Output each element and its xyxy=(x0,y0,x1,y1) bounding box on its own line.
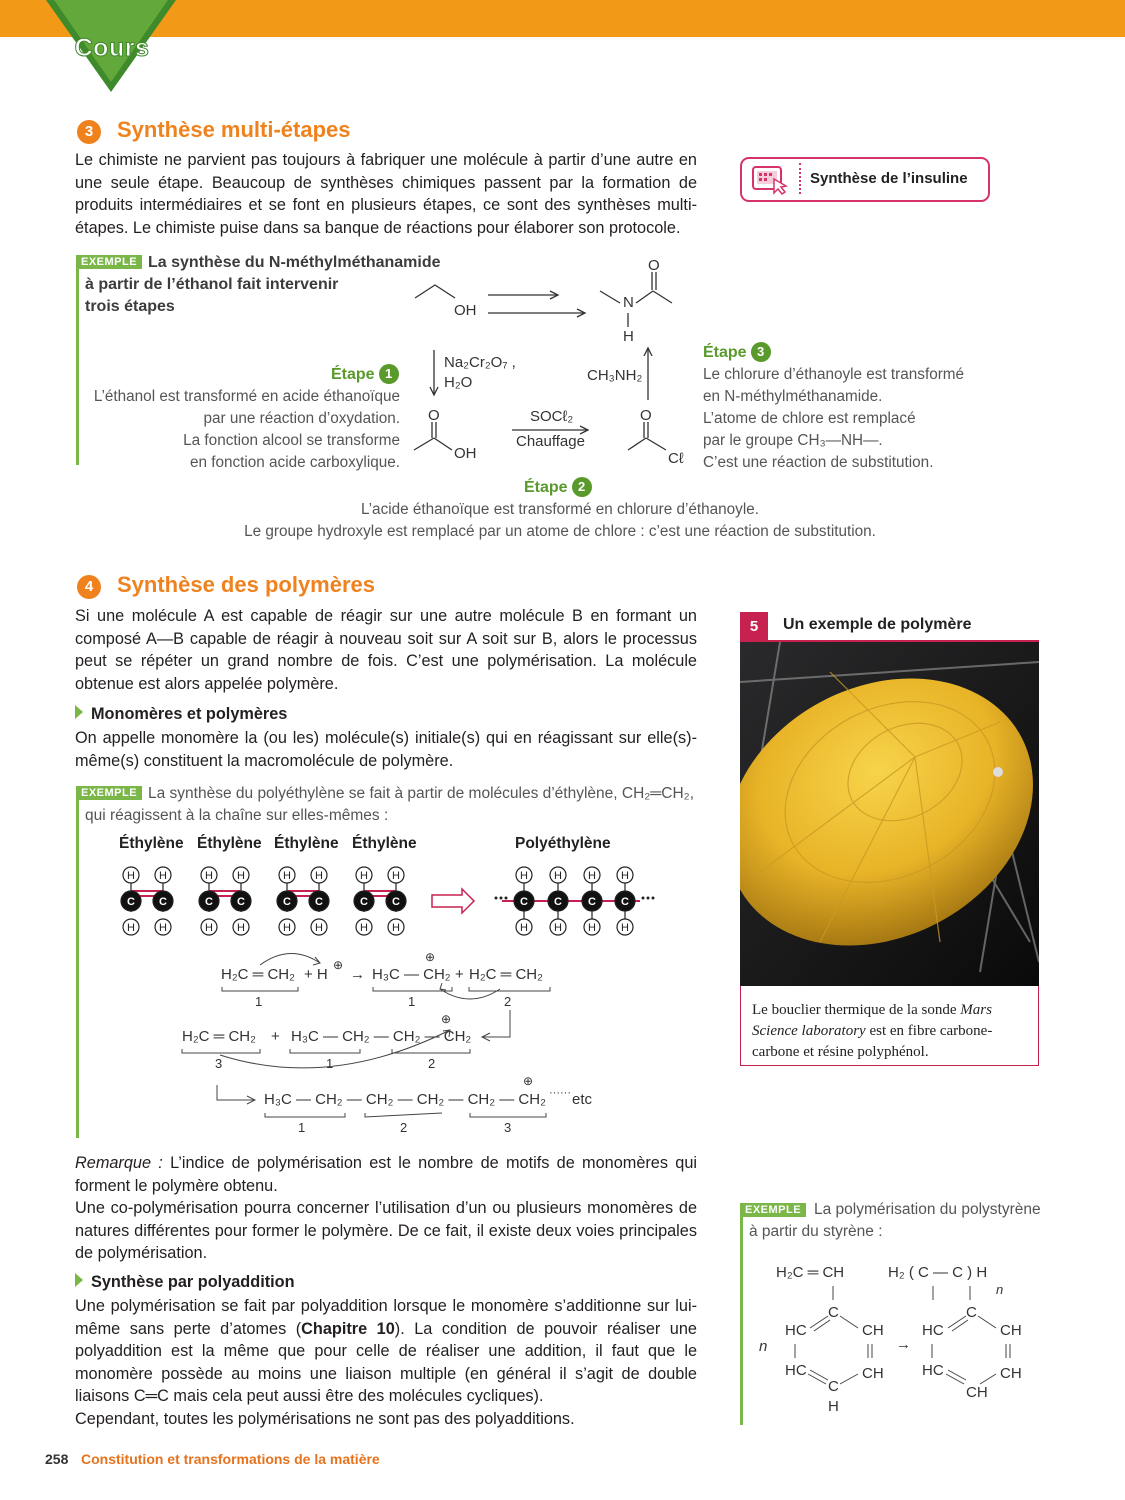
example-1-title-line1: La synthèse du N-méthylméthanamide xyxy=(148,254,441,271)
mech-l1-charge: ⊕ xyxy=(333,958,344,972)
svg-text:H: H xyxy=(237,870,245,882)
svg-text:C: C xyxy=(520,896,528,908)
page-number: 258 xyxy=(45,1451,69,1467)
polyethylene-label: Polyéthylène xyxy=(515,835,611,852)
acid-oxygen: O xyxy=(428,407,440,424)
probe-name: Mars Science laboratory xyxy=(752,1002,992,1039)
svg-text:H: H xyxy=(237,922,245,934)
svg-text:H: H xyxy=(554,870,562,882)
example-1-title-line2: à partir de l’éthanol fait intervenir xyxy=(85,276,339,293)
ring-c: C xyxy=(828,1304,839,1321)
svg-text:H: H xyxy=(315,870,323,882)
svg-text:C: C xyxy=(159,896,167,908)
example-3-text-line1: La polymérisation du polystyrène xyxy=(814,1201,1041,1218)
mech-l1-num: 1 xyxy=(408,994,416,1009)
etape-2-number: 2 xyxy=(572,477,592,497)
section-4-title: Synthèse des polymères xyxy=(117,572,376,597)
svg-text:H: H xyxy=(392,870,400,882)
mech-l3-chain: H₃C — CH₂ — CH₂ — CH₂ — CH₂ — CH₂ xyxy=(264,1091,546,1108)
mech-l2-num: 1 xyxy=(326,1056,334,1071)
svg-text:H: H xyxy=(205,922,213,934)
reagent-3: CH₃NH₂ xyxy=(587,367,643,384)
mech-l2-ethylene: H₂C ═ CH₂ xyxy=(182,1028,256,1045)
reagent-1-line2: H₂O xyxy=(444,374,473,391)
etape-2-line: Le groupe hydroxyle est remplacé par un atome de chlore : c’est une réaction de substitution. xyxy=(244,523,876,540)
mech-l1-cation-charge: ⊕ xyxy=(425,950,436,964)
svg-text:H: H xyxy=(392,922,400,934)
ethylene-label: Éthylène xyxy=(352,835,417,852)
mech-l2-cation: H₃C — CH₂ — CH₂ — CH₂ xyxy=(291,1028,472,1045)
ethylene-label: Éthylène xyxy=(119,835,184,852)
chapter-title: Constitution et transformations de la matière xyxy=(81,1451,380,1467)
example-2-tag: EXEMPLE xyxy=(76,786,142,800)
copolymerisation-paragraph: Une co-polymérisation pourra concerner l’utilisation d’un ou plusieurs monomères de natures différentes pour former le polymère. De ce fait, il existe deux voies principales de polymérisation. xyxy=(75,1199,697,1263)
example-2-text-line1: La synthèse du polyéthylène se fait à partir de molécules d’éthylène, CH₂═CH₂, xyxy=(148,785,694,802)
svg-text:H: H xyxy=(360,870,368,882)
etape-2-heading: Étape 2 xyxy=(524,477,592,497)
mech-l3-num: 1 xyxy=(298,1120,306,1135)
svg-text:C: C xyxy=(205,896,213,908)
svg-text:C: C xyxy=(621,896,629,908)
example-1-bar xyxy=(76,255,79,465)
example-3-text-line2: à partir du styrène : xyxy=(749,1223,883,1240)
svg-text:H: H xyxy=(554,922,562,934)
mech-l1-ethylene: H₂C ═ CH₂ xyxy=(221,966,295,983)
ring-ch: CH xyxy=(1000,1322,1022,1339)
svg-text:H: H xyxy=(159,922,167,934)
svg-text:C: C xyxy=(315,896,323,908)
mech-l1-arrow: → xyxy=(350,966,365,983)
etape-2-line: L’acide éthanoïque est transformé en chlorure d’éthanoyle. xyxy=(361,501,759,518)
etape-1-line: L’éthanol est transformé en acide éthanoïque xyxy=(93,388,400,405)
styrene-vinyl: H₂C ═ CH xyxy=(776,1264,845,1281)
section-3-number: 3 xyxy=(77,120,101,144)
figure-5-caption: Le bouclier thermique de la sonde Mars Science laboratory est en fibre carbone-carbone et résine polyphénol. xyxy=(752,1002,993,1060)
heat-shield-photo xyxy=(740,642,1039,986)
mech-l1-plus-h: + H xyxy=(304,966,328,983)
svg-text:H: H xyxy=(127,870,135,882)
reagent-1-line1: Na₂Cr₂O₇ , xyxy=(444,354,516,371)
etape-1-line: La fonction alcool se transforme xyxy=(183,432,400,449)
etape-1-number: 1 xyxy=(379,364,399,384)
mech-l3-dots: ······ xyxy=(549,1087,571,1099)
ring-c: C xyxy=(828,1378,839,1395)
insuline-resource-button[interactable] xyxy=(740,157,990,202)
ethylene-label: Éthylène xyxy=(197,835,262,852)
reagent-2-line2: Chauffage xyxy=(516,433,585,450)
mech-l3-num: 3 xyxy=(504,1120,512,1135)
svg-text:H: H xyxy=(621,870,629,882)
subheading-polyaddition: Synthèse par polyaddition xyxy=(75,1273,295,1292)
svg-text:H: H xyxy=(588,870,596,882)
svg-text:H: H xyxy=(283,870,291,882)
mech-l1-plus: + xyxy=(455,966,464,983)
chapter-reference: Chapitre 10 xyxy=(301,1319,395,1338)
svg-text:C: C xyxy=(283,896,291,908)
polyaddition-paragraph: Une polymérisation se fait par polyaddition lorsque le monomère s’additionne sur lui-même sans perte d’atomes (Chapitre 10). La condition de pouvoir réaliser une polyaddition est la même que pour celle de réaliser une addition, il faut que le monomère possède au moins une liaison multiple (en général il s’agit de double liaisons C═C mais cela peut aussi être des molécules cycliques). xyxy=(75,1297,697,1406)
polystyrene-n: n xyxy=(996,1282,1004,1297)
section-4-number: 4 xyxy=(77,575,101,599)
monomers-paragraph: On appelle monomère la (ou les) molécule(s) initiale(s) qui en réagissant sur elle(s)-même(s) constituent la macromolécule de polymère. xyxy=(75,729,697,770)
svg-text:H: H xyxy=(159,870,167,882)
section-3-title: Synthèse multi-étapes xyxy=(117,117,351,142)
remark-text: L’indice de polymérisation est le nombre de motifs de monomères qui forment le polymère obtenu. xyxy=(75,1154,697,1195)
svg-text:H: H xyxy=(315,922,323,934)
mech-l2-num: 2 xyxy=(428,1056,436,1071)
etape-1-text xyxy=(84,386,400,474)
mech-l3-charge: ⊕ xyxy=(523,1074,534,1088)
etape-1-heading: Étape 1 xyxy=(331,364,399,384)
mech-l2-num: 3 xyxy=(215,1056,223,1071)
button-divider xyxy=(799,163,802,194)
mechanism-arrows xyxy=(170,945,560,1125)
etape-3-line: Le chlorure d’éthanoyle est transformé xyxy=(703,366,965,383)
example-3-tag: EXEMPLE xyxy=(740,1203,806,1217)
mech-l1-cation: H₃C — CH₂ xyxy=(372,966,451,983)
acid-oh: OH xyxy=(454,445,477,462)
svg-text:H: H xyxy=(283,922,291,934)
svg-text:H: H xyxy=(127,922,135,934)
ring-hc: HC xyxy=(785,1322,807,1339)
figure-5-number: 5 xyxy=(740,612,768,642)
ethanol-oh: OH xyxy=(454,302,477,319)
etape-3-line: C’est une réaction de substitution. xyxy=(703,454,934,471)
remark-paragraph xyxy=(75,1152,697,1197)
svg-text:H: H xyxy=(621,922,629,934)
styrene-n: n xyxy=(759,1338,768,1355)
insuline-button-label: Synthèse de l’insuline xyxy=(810,170,968,187)
amide-nitrogen: N xyxy=(623,294,634,311)
ring-h: H xyxy=(828,1398,839,1415)
ring-hc: HC xyxy=(922,1322,944,1339)
etape-3-text xyxy=(703,364,1003,474)
ring-ch: CH xyxy=(1000,1365,1022,1382)
etape-3-line: par le groupe CH₃—NH—. xyxy=(703,432,883,449)
svg-text:H: H xyxy=(520,870,528,882)
example-1-title-line3: trois étapes xyxy=(85,298,175,315)
styrene-rings xyxy=(770,1278,1060,1408)
svg-text:H: H xyxy=(588,922,596,934)
polystyrene-chain: H₂ ( C — C ) H xyxy=(888,1264,988,1281)
svg-text:C: C xyxy=(392,896,400,908)
svg-text:C: C xyxy=(237,896,245,908)
etape-3-line: L’atome de chlore est remplacé xyxy=(703,410,916,427)
subheading-monomers: Monomères et polymères xyxy=(75,705,287,724)
ring-ch: CH xyxy=(966,1384,988,1401)
svg-text:H: H xyxy=(205,870,213,882)
ring-hc: HC xyxy=(785,1362,807,1379)
mech-l2-plus: + xyxy=(271,1028,280,1045)
interactive-screen-icon xyxy=(752,165,792,195)
amide-oxygen: O xyxy=(648,257,660,274)
figure-5-title: Un exemple de polymère xyxy=(783,616,972,633)
bullet-triangle-icon xyxy=(75,1273,83,1287)
ring-ch: CH xyxy=(862,1322,884,1339)
ring-hc: HC xyxy=(922,1362,944,1379)
bullet-triangle-icon xyxy=(75,705,83,719)
reaction-arrow: → xyxy=(896,1336,911,1353)
example-1-tag: EXEMPLE xyxy=(76,255,142,269)
amide-hydrogen: H xyxy=(623,328,634,345)
mech-l3-etc: etc xyxy=(572,1091,593,1108)
ring-ch: CH xyxy=(862,1365,884,1382)
polyaddition-conclusion: Cependant, toutes les polymérisations ne sont pas des polyadditions. xyxy=(75,1410,575,1428)
svg-text:C: C xyxy=(554,896,562,908)
example-2-bar xyxy=(76,786,79,1138)
remark-label: Remarque : xyxy=(75,1154,163,1172)
etape-1-line: en fonction acide carboxylique. xyxy=(189,454,400,471)
svg-text:C: C xyxy=(360,896,368,908)
mech-l3-num: 2 xyxy=(400,1120,408,1135)
svg-text:C: C xyxy=(588,896,596,908)
reagent-2-line1: SOCℓ₂ xyxy=(530,408,574,425)
example-3-bar xyxy=(740,1203,743,1425)
ring-c: C xyxy=(966,1304,977,1321)
etape-3-heading: Étape 3 xyxy=(703,342,771,362)
ethylene-label: Éthylène xyxy=(274,835,339,852)
mech-l1-num: 2 xyxy=(504,994,512,1009)
ethylene-molecules-diagram xyxy=(110,860,670,940)
example-2-text-line2: qui réagissent à la chaîne sur elles-mêmes : xyxy=(85,807,389,824)
etape-3-number: 3 xyxy=(751,342,771,362)
svg-text:C: C xyxy=(127,896,135,908)
cours-label: Cours xyxy=(74,34,150,62)
svg-text:H: H xyxy=(520,922,528,934)
etape-3-line: en N-méthylméthanamide. xyxy=(703,388,883,405)
svg-text:H: H xyxy=(360,922,368,934)
etape-2-text xyxy=(180,499,940,543)
section-4-paragraph: Si une molécule A est capable de réagir sur une autre molécule B en formant un composé A—B capable de réagir à nouveau soit sur A soit sur B, alors le processus peut se répéter un grand nombre de fois. C’est une polymérisation. La molécule obtenue est alors appelée polymère. xyxy=(75,607,697,693)
etape-1-line: par une réaction d’oxydation. xyxy=(203,410,400,427)
section-3-paragraph: Le chimiste ne parvient pas toujours à fabriquer une molécule à partir d’une autre en une seule étape. Beaucoup de synthèses chimiques passent par la formation de produits intermédiaires et se font en plusieurs étapes, ce sont des synthèses multi-étapes. Le chimiste puise dans sa banque de réactions pour élaborer son protocole. xyxy=(75,151,697,237)
mech-l1-ethylene2: H₂C ═ CH₂ xyxy=(469,966,543,983)
chloride-oxygen: O xyxy=(640,407,652,424)
chloride-cl: Cℓ xyxy=(668,450,684,467)
mech-l1-num: 1 xyxy=(255,994,263,1009)
mech-l2-charge: ⊕ xyxy=(441,1012,452,1026)
